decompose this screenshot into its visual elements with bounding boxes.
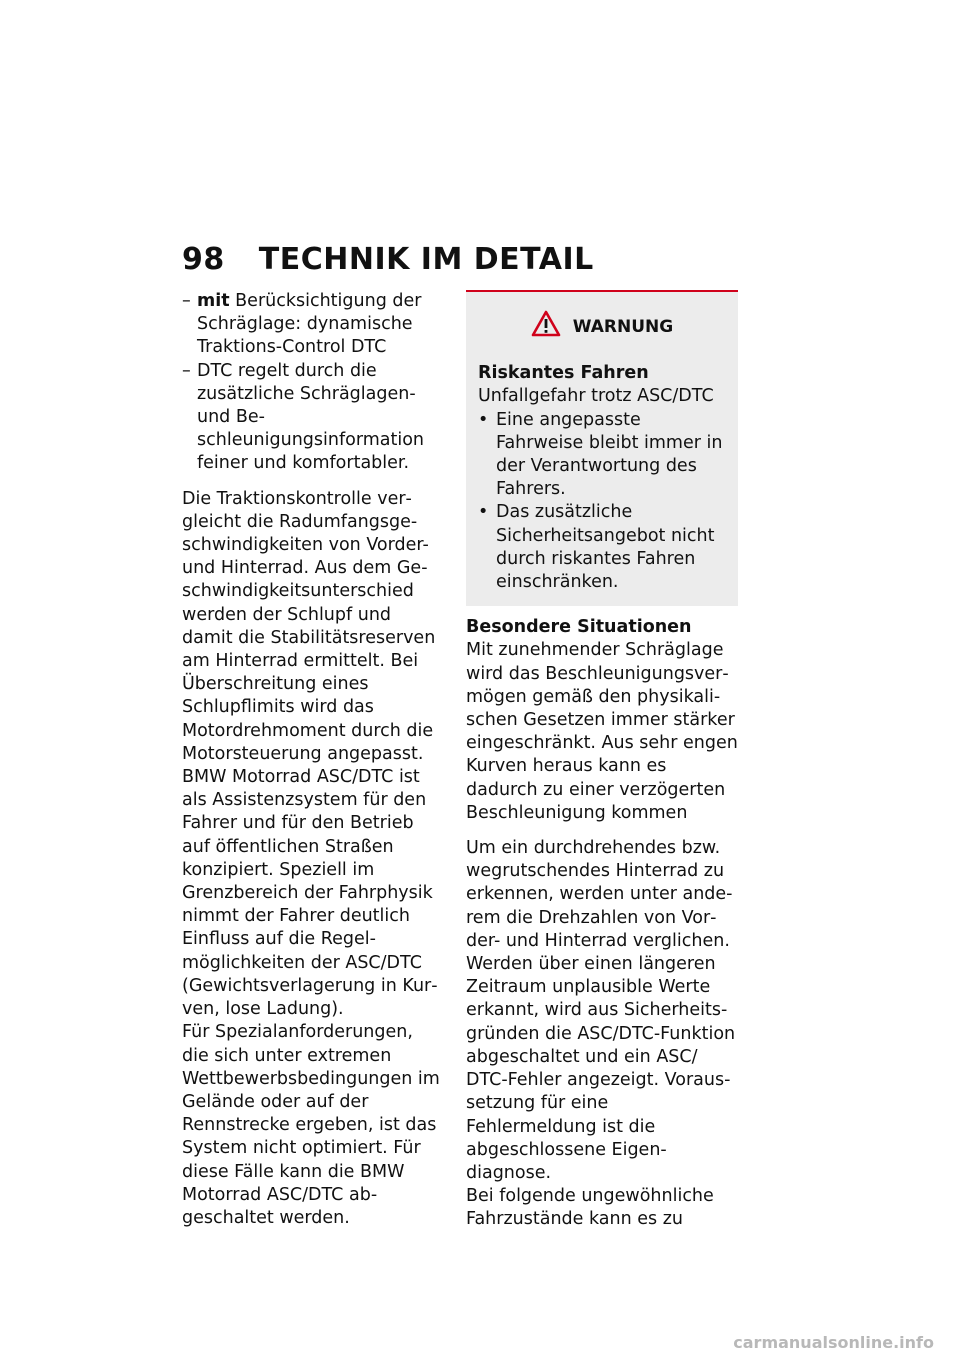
warning-box — [466, 290, 738, 606]
dash-list-item — [182, 360, 444, 476]
dash-mark: – — [182, 291, 191, 311]
page-header — [182, 240, 594, 280]
dash-mark: – — [182, 360, 191, 381]
body-paragraph: Um ein durchdrehendes bzw. wegrutschendes Hinterrad zu erkennen, werden unter anderem die Drehzahlen von Vorder- und Hinterrad verglichen. Werden über einen längeren Zeitraum unplausible Werte erkannt, wird aus Sicherheitsgründen die ASC/DTC-Funktion abgeschaltet und ein ASC/ DTC-Fehler angezeigt. Voraussetzung für eine Fehlermeldung ist die abgeschlossene Eigendiagnose. — [466, 838, 736, 1183]
watermark: carmanualsonline.info — [733, 1333, 934, 1352]
dash-item-text: DTC regelt durch die zusätzliche Schräglagen- und Beschleunigungsinformation feiner und komfortabler. — [197, 360, 425, 474]
warning-triangle-icon — [531, 310, 561, 344]
body-paragraph: Für Spezialanforderungen, die sich unter extremen Wettbewerbsbedingungen im Gelände oder auf der Rennstrecke ergeben, ist das System nicht optimiert. Für diese Fälle kann die BMW Motorrad ASC/DTC abgeschaltet werden. — [182, 1022, 440, 1228]
right-column — [466, 290, 738, 1232]
warning-heading: Riskantes Fahren — [478, 363, 649, 384]
body-paragraph: Die Traktionskontrolle vergleicht die Radumfangsgeschwindigkeiten von Vorder- und Hinterrad. Aus dem Geschwindigkeitsunterschied werden der Schlupf und damit die Stabilitätsreserven am Hinterrad ermittelt. Bei Überschreitung eines Schlupflimits wird das Motordrehmoment durch die Motorsteuerung angepasst. — [182, 488, 436, 764]
section-heading: Besondere Situationen — [466, 617, 692, 638]
warning-subheading: Unfallgefahr trotz ASC/DTC — [478, 386, 714, 407]
bullet-mark: • — [478, 502, 489, 523]
body-paragraph: Bei folgende ungewöhnliche Fahrzustände kann es zu — [466, 1186, 714, 1230]
warning-title — [478, 310, 726, 344]
dash-item-text: Berücksichtigung der Schräglage: dynamische Traktions-Control DTC — [197, 291, 422, 358]
dash-list-item — [182, 290, 444, 360]
body-paragraph: Mit zunehmender Schräglage wird das Beschleunigungsvermögen gemäß den physikalischen Gesetzen immer stärker eingeschränkt. Aus sehr engen Kurven heraus kann es dadurch zu einer verzögerten Beschleunigung kommen — [466, 640, 738, 823]
left-column — [182, 290, 444, 1230]
body-paragraph: BMW Motorrad ASC/DTC ist als Assistenzsystem für den Fahrer und für den Betrieb auf öffentlichen Straßen konzipiert. Speziell im Grenzbereich der Fahrphysik nimmt der Fahrer deutlich Einfluss auf die Regelmöglichkeiten der ASC/DTC (Gewichtsverlagerung in Kurven, lose Ladung). — [182, 767, 438, 1020]
warning-bullet — [478, 409, 726, 502]
bullet-mark: • — [478, 409, 489, 430]
warning-bullet — [478, 501, 726, 594]
warning-bullet-text: Das zusätzliche Sicherheitsangebot nicht durch riskantes Fahren einschränken. — [496, 502, 715, 593]
page-number: 98 — [182, 242, 225, 277]
warning-bullet-text: Eine angepasste Fahrweise bleibt immer in der Verantwortung des Fahrers. — [496, 409, 723, 500]
warning-label: WARNUNG — [572, 316, 674, 337]
dash-item-bold: mit — [197, 291, 230, 311]
section-title: TECHNIK IM DETAIL — [258, 242, 594, 277]
